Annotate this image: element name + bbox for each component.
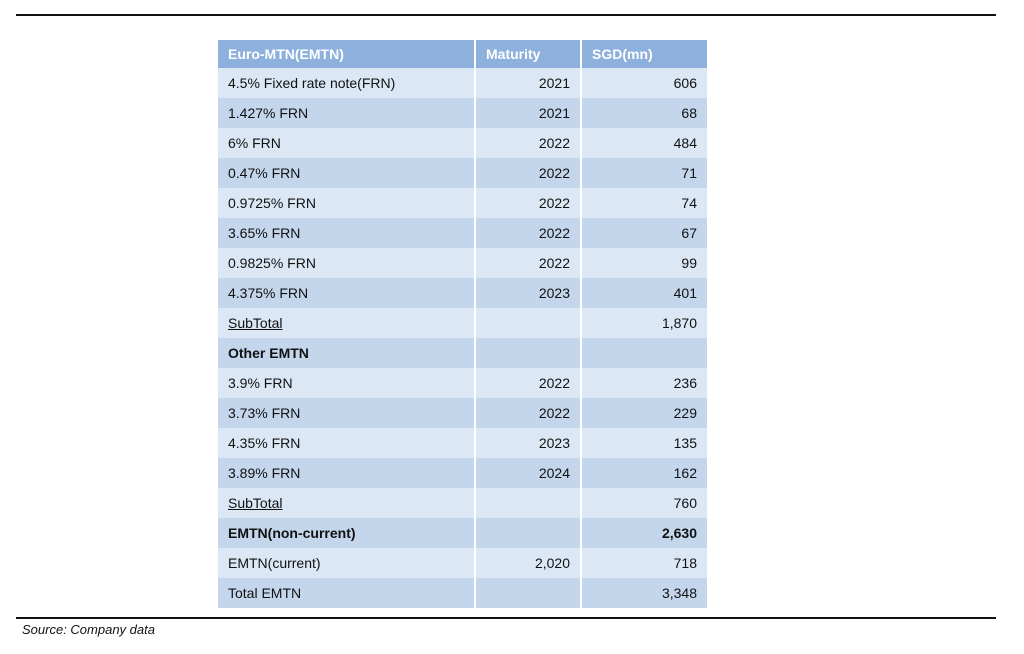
row-sgd: 3,348 [582, 578, 709, 608]
row-sgd: 99 [582, 248, 709, 278]
table-row [218, 218, 709, 248]
row-sgd: 229 [582, 398, 709, 428]
subtotal-row [218, 488, 709, 518]
total-row [218, 518, 709, 548]
row-maturity: 2,020 [476, 548, 582, 578]
table-row [218, 368, 709, 398]
table-header-row [218, 40, 709, 68]
subtotal-row [218, 308, 709, 338]
table-row [218, 398, 709, 428]
row-name: 1.427% FRN [218, 98, 476, 128]
row-maturity: 2022 [476, 368, 582, 398]
source-note: Source: Company data [22, 622, 155, 637]
row-maturity: 2022 [476, 218, 582, 248]
row-sgd: 484 [582, 128, 709, 158]
row-maturity: 2024 [476, 458, 582, 488]
row-maturity [476, 488, 582, 518]
table-row [218, 548, 709, 578]
row-maturity: 2022 [476, 248, 582, 278]
row-name: 3.73% FRN [218, 398, 476, 428]
row-name: 0.9725% FRN [218, 188, 476, 218]
row-name: 3.65% FRN [218, 218, 476, 248]
row-name: 6% FRN [218, 128, 476, 158]
table-row [218, 428, 709, 458]
header-sgd: SGD(mn) [582, 40, 709, 68]
emtn-table [218, 40, 709, 608]
row-sgd [582, 338, 709, 368]
section-row [218, 338, 709, 368]
row-sgd: 71 [582, 158, 709, 188]
row-name: 3.89% FRN [218, 458, 476, 488]
header-maturity: Maturity [476, 40, 582, 68]
row-name: 4.5% Fixed rate note(FRN) [218, 68, 476, 98]
row-maturity: 2021 [476, 98, 582, 128]
row-maturity: 2022 [476, 158, 582, 188]
table-row [218, 68, 709, 98]
row-sgd: 236 [582, 368, 709, 398]
row-sgd: 718 [582, 548, 709, 578]
row-maturity [476, 578, 582, 608]
table-row [218, 458, 709, 488]
row-sgd: 74 [582, 188, 709, 218]
row-name: 4.375% FRN [218, 278, 476, 308]
row-name: SubTotal [218, 488, 476, 518]
row-name: Total EMTN [218, 578, 476, 608]
bottom-rule [16, 617, 996, 619]
row-maturity: 2021 [476, 68, 582, 98]
row-name: 0.47% FRN [218, 158, 476, 188]
row-name: 0.9825% FRN [218, 248, 476, 278]
row-sgd: 606 [582, 68, 709, 98]
row-name: 4.35% FRN [218, 428, 476, 458]
table-row [218, 188, 709, 218]
table-row [218, 248, 709, 278]
row-sgd: 2,630 [582, 518, 709, 548]
row-sgd: 1,870 [582, 308, 709, 338]
row-sgd: 67 [582, 218, 709, 248]
row-sgd: 401 [582, 278, 709, 308]
row-name: SubTotal [218, 308, 476, 338]
row-name: 3.9% FRN [218, 368, 476, 398]
top-rule [16, 14, 996, 16]
table-row [218, 128, 709, 158]
row-name: Other EMTN [218, 338, 476, 368]
row-sgd: 68 [582, 98, 709, 128]
total-row [218, 578, 709, 608]
table-row [218, 278, 709, 308]
row-maturity [476, 518, 582, 548]
row-name: EMTN(non-current) [218, 518, 476, 548]
row-maturity: 2023 [476, 278, 582, 308]
row-maturity: 2023 [476, 428, 582, 458]
header-instrument: Euro-MTN(EMTN) [218, 40, 476, 68]
row-maturity: 2022 [476, 128, 582, 158]
table-row [218, 158, 709, 188]
row-sgd: 760 [582, 488, 709, 518]
row-sgd: 162 [582, 458, 709, 488]
row-sgd: 135 [582, 428, 709, 458]
row-maturity: 2022 [476, 188, 582, 218]
row-maturity [476, 308, 582, 338]
row-maturity: 2022 [476, 398, 582, 428]
row-maturity [476, 338, 582, 368]
row-name: EMTN(current) [218, 548, 476, 578]
table-row [218, 98, 709, 128]
